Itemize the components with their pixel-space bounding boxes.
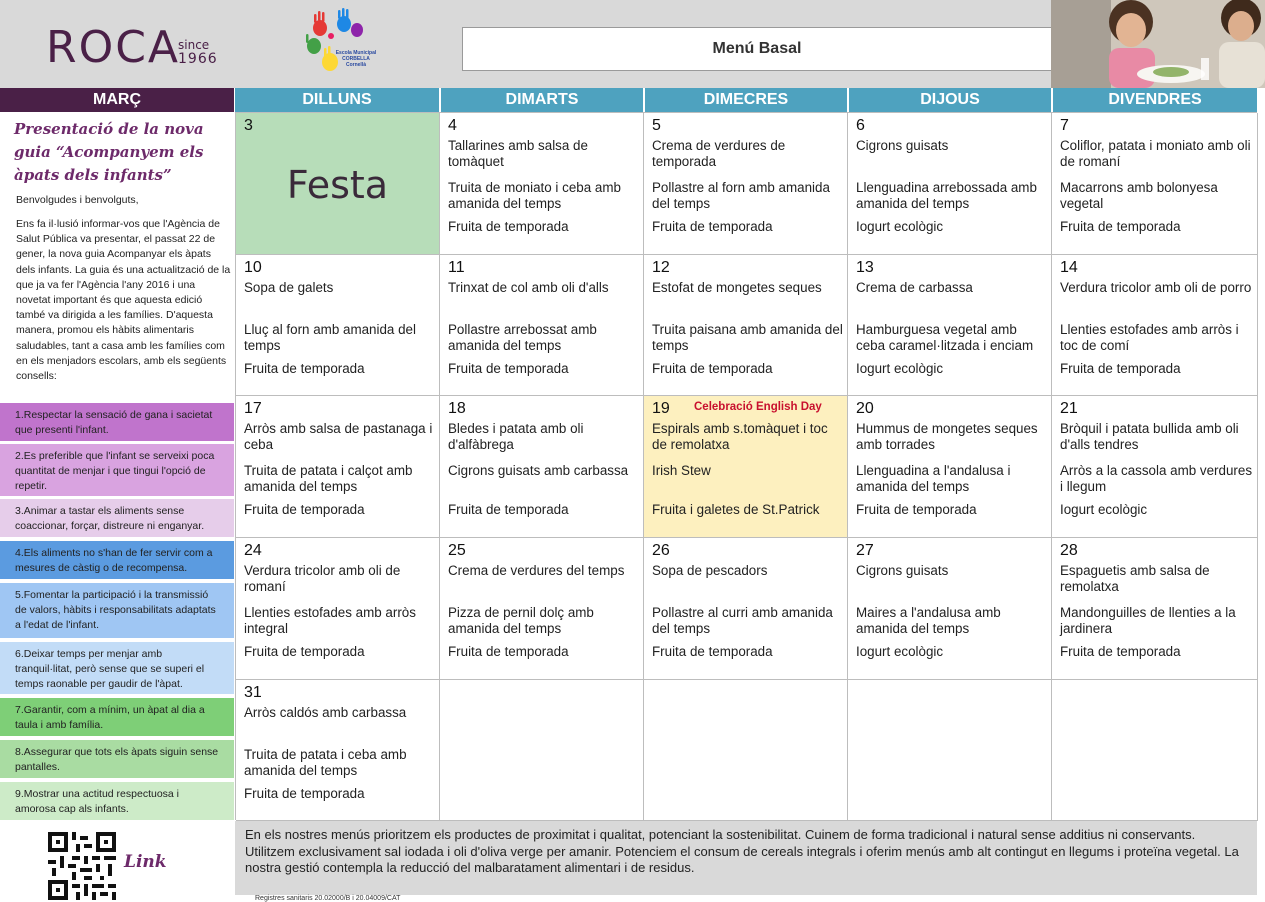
day-number: 21 [1060, 400, 1078, 417]
intro-greeting: Benvolgudes i benvolguts, [16, 194, 139, 206]
empty-day-cell [1052, 680, 1258, 821]
first-course: Sopa de pescadors [652, 563, 768, 578]
day-number: 5 [652, 117, 661, 134]
dessert: Fruita de temporada [1060, 219, 1181, 234]
second-course: Llenties estofades amb arròs integral [244, 605, 416, 636]
day-number: 10 [244, 259, 262, 276]
roca-logo: ROCA [46, 22, 181, 73]
dessert: Fruita de temporada [652, 219, 773, 234]
day-number: 11 [448, 259, 465, 276]
day-number: 28 [1060, 542, 1078, 559]
day-number: 7 [1060, 117, 1069, 134]
hands-icon [300, 8, 380, 80]
advice-item-3: 3.Animar a tastar els aliments sense coaccionar, forçar, distreure ni enganyar. [0, 499, 234, 537]
day-number: 31 [244, 684, 262, 701]
day-number: 27 [856, 542, 874, 559]
day-cell-13 [848, 255, 1052, 396]
day-number: 13 [856, 259, 874, 276]
second-course: Pizza de pernil dolç amb amanida del temps [448, 605, 594, 636]
day-cell-5 [644, 113, 848, 255]
dessert: Fruita de temporada [652, 361, 773, 376]
dessert: Fruita de temporada [244, 786, 365, 801]
intro-title: Presentació de la nova guia “Acompanyem els àpats dels infants” [14, 120, 204, 184]
day-number: 14 [1060, 259, 1078, 276]
second-course: Truita de patata i calçot amb amanida del temps [244, 463, 413, 494]
second-course: Pollastre al curri amb amanida del temps [652, 605, 833, 636]
first-course: Sopa de galets [244, 280, 334, 295]
first-course: Bròquil i patata bullida amb oli d'alls tendres [1060, 421, 1239, 452]
header [0, 0, 1265, 88]
day-cell-7 [1052, 113, 1258, 255]
day-cell-28 [1052, 538, 1258, 680]
dessert: Iogurt ecològic [856, 219, 944, 234]
first-course: Espirals amb s.tomàquet i toc de remolatxa [652, 421, 828, 452]
footer-note: En els nostres menús prioritzem els productes de proximitat i qualitat, potenciant la sostenibilitat. Cuinem de forma tradicional i natural sense additius ni conservants. Utilitzem exclusivament sal iodada i oli d'oliva verge per amanir. Potenciem el consum de cereals integrals i oferim menús amb alt contingut en llegums i proteïna vegetal. La nostra gestió contempla la reducció del malbaratament alimentari i de residus. [235, 821, 1257, 895]
menu-title: Menú Basal [462, 27, 1052, 71]
weekday-header-dijous: DIJOUS [847, 88, 1051, 112]
weekday-header-dimarts: DIMARTS [439, 88, 643, 112]
day-cell-4 [440, 113, 644, 255]
qr-code-icon[interactable] [48, 832, 116, 900]
day-cell-14 [1052, 255, 1258, 396]
day-number: 4 [448, 117, 457, 134]
menu-calendar-grid [235, 112, 1257, 820]
first-course: Crema de verdures de temporada [652, 138, 786, 169]
registry-number: Registres sanitaris 20.02000/B i 20.04009/CAT [255, 895, 401, 902]
second-course: Lluç al forn amb amanida del temps [244, 322, 416, 353]
second-course: Arròs a la cassola amb verdures i llegum [1060, 463, 1253, 494]
day-cell-10 [236, 255, 440, 396]
first-course: Crema de carbassa [856, 280, 973, 295]
first-course: Verdura tricolor amb oli de porro [1060, 280, 1252, 295]
first-course: Bledes i patata amb oli d'alfàbrega [448, 421, 584, 452]
advice-item-4: 4.Els aliments no s'han de fer servir com a mesures de càstig o de recompensa. [0, 541, 234, 579]
empty-day-cell [644, 680, 848, 821]
second-course: Truita de moniato i ceba amb amanida del temps [448, 180, 621, 211]
children-eating-photo [1051, 0, 1265, 88]
day-cell-6 [848, 113, 1052, 255]
day-cell-18 [440, 396, 644, 538]
day-cell-19 [644, 396, 848, 538]
second-course: Pollastre al forn amb amanida del temps [652, 180, 830, 211]
day-number: 18 [448, 400, 466, 417]
advice-item-9: 9.Mostrar una actitud respectuosa i amorosa cap als infants. [0, 782, 234, 820]
dessert: Fruita de temporada [448, 502, 569, 517]
second-course: Macarrons amb bolonyesa vegetal [1060, 180, 1218, 211]
photo-icon [1051, 0, 1265, 88]
day-cell-25 [440, 538, 644, 680]
first-course: Verdura tricolor amb oli de romaní [244, 563, 401, 594]
second-course: Llenguadina arrebossada amb amanida del temps [856, 180, 1037, 211]
advice-item-1: 1.Respectar la sensació de gana i sacietat que presenti l'infant. [0, 403, 234, 441]
advice-item-8: 8.Assegurar que tots els àpats siguin sense pantalles. [0, 740, 234, 778]
first-course: Tallarines amb salsa de tomàquet [448, 138, 588, 169]
dessert: Fruita de temporada [448, 219, 569, 234]
day-number: 25 [448, 542, 466, 559]
first-course: Crema de verdures del temps [448, 563, 625, 578]
day-cell-27 [848, 538, 1052, 680]
day-cell-20 [848, 396, 1052, 538]
day-cell-3 [236, 113, 440, 255]
since-year: 1966 [178, 51, 218, 67]
second-course: Maires a l'andalusa amb amanida del temps [856, 605, 1001, 636]
second-course: Truita de patata i ceba amb amanida del temps [244, 747, 407, 778]
day-number: 3 [244, 117, 253, 134]
advice-item-2: 2.Es preferible que l'infant se serveixi poca quantitat de menjar i que tingui l'opció de repetir. [0, 444, 234, 496]
first-course: Estofat de mongetes seques [652, 280, 822, 295]
second-course: Cigrons guisats amb carbassa [448, 463, 629, 478]
day-cell-21 [1052, 396, 1258, 538]
weekday-header-dilluns: DILLUNS [235, 88, 439, 112]
dessert: Fruita de temporada [856, 502, 977, 517]
day-number: 12 [652, 259, 670, 276]
dessert: Iogurt ecològic [856, 644, 944, 659]
dessert: Fruita de temporada [448, 644, 569, 659]
empty-day-cell [440, 680, 644, 821]
since-word: since [178, 38, 210, 52]
dessert: Fruita de temporada [652, 644, 773, 659]
month-bar: MARÇ [0, 88, 234, 112]
day-number: 17 [244, 400, 262, 417]
day-number: 19 [652, 400, 670, 417]
day-cell-24 [236, 538, 440, 680]
dessert: Iogurt ecològic [1060, 502, 1148, 517]
weekday-header-dimecres: DIMECRES [643, 88, 847, 112]
day-number: 20 [856, 400, 874, 417]
day-cell-12 [644, 255, 848, 396]
second-course: Llenties estofades amb arròs i toc de comí [1060, 322, 1239, 353]
second-course: Truita paisana amb amanida del temps [652, 322, 843, 353]
day-cell-26 [644, 538, 848, 680]
first-course: Trinxat de col amb oli d'alls [448, 280, 609, 295]
second-course: Irish Stew [652, 463, 711, 478]
advice-item-5: 5.Fomentar la participació i la transmissió de valors, hàbits i responsabilitats adaptats a l'edat de l'infant. [0, 583, 234, 638]
dessert: Fruita de temporada [1060, 361, 1181, 376]
dessert: Fruita de temporada [244, 361, 365, 376]
second-course: Hamburguesa vegetal amb ceba caramel·litzada i enciam [856, 322, 1034, 353]
dessert: Fruita de temporada [1060, 644, 1181, 659]
day-cell-11 [440, 255, 644, 396]
holiday-label: Festa [286, 163, 389, 207]
first-course: Arròs caldós amb carbassa [244, 705, 407, 720]
link-label[interactable]: Link [124, 852, 167, 872]
day-cell-17 [236, 396, 440, 538]
first-course: Cigrons guisats [856, 563, 949, 578]
day-number: 26 [652, 542, 670, 559]
intro-body: Ens fa il·lusió informar-vos que l'Agència de Salut Pública va presentar, el passat 22 de gener, la nova guia Acompanyar els àpats dels infants. La guia és una actualització de la que ja va fer l'Agència l'any 2016 i una novetat important és que aquesta edició també va dirigida a les famílies. D'aquesta manera, promou els hàbits alimentaris saludables, tant a casa amb les famílies com en els menjadors escolars, amb els següents consells: [16, 218, 231, 383]
second-course: Mandonguilles de llenties a la jardinera [1060, 605, 1236, 636]
advice-item-6: 6.Deixar temps per menjar amb tranquil·litat, però sense que se superi el temps raonable per gaudir de l'àpat. [0, 642, 234, 694]
school-hands-logo [300, 8, 380, 80]
school-logo-text: Escola Municipal CORBELLA Cornellà [335, 50, 377, 68]
day-cell-31 [236, 680, 440, 821]
since-label [178, 38, 218, 66]
second-course: Pollastre arrebossat amb amanida del temps [448, 322, 597, 353]
dessert: Fruita de temporada [244, 644, 365, 659]
advice-item-7: 7.Garantir, com a mínim, un àpat al dia a taula i amb família. [0, 698, 234, 736]
first-course: Arròs amb salsa de pastanaga i ceba [244, 421, 433, 452]
first-course: Coliflor, patata i moniato amb oli de romaní [1060, 138, 1251, 169]
dessert: Iogurt ecològic [856, 361, 944, 376]
dessert: Fruita de temporada [244, 502, 365, 517]
first-course: Cigrons guisats [856, 138, 949, 153]
weekday-header-row [235, 88, 1257, 112]
first-course: Hummus de mongetes seques amb torrades [856, 421, 1038, 452]
day-number: 24 [244, 542, 262, 559]
first-course: Espaguetis amb salsa de remolatxa [1060, 563, 1210, 594]
day-number: 6 [856, 117, 865, 134]
dessert: Fruita i galetes de St.Patrick [652, 502, 820, 517]
empty-day-cell [848, 680, 1052, 821]
event-label: Celebració English Day [694, 401, 822, 413]
dessert: Fruita de temporada [448, 361, 569, 376]
weekday-header-divendres: DIVENDRES [1051, 88, 1257, 112]
second-course: Llenguadina a l'andalusa i amanida del temps [856, 463, 1011, 494]
qr-code-graphic [48, 832, 116, 900]
